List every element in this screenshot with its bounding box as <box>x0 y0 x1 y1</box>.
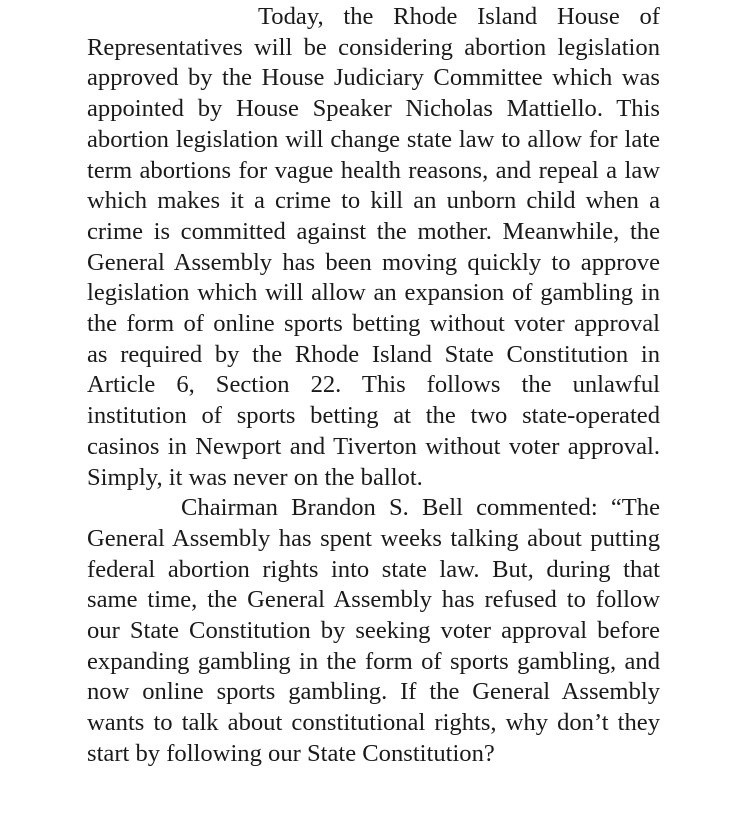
document-page <box>87 2 660 770</box>
paragraph-chairman-comment: Chairman Brandon S. Bell commented: “The General Assembly has spent weeks talking about putting federal abortion rights into state law. But, during that same time, the General Assembly has refused to follow our State Constitution by seeking voter approval before expanding gambling in the form of sports gambling, and now online sports gambling. If the General Assembly wants to talk about constitutional rights, why don’t they start by following our State Constitution? <box>87 494 660 767</box>
paragraph-house-legislation: Today, the Rhode Island House of Representatives will be considering abortion legislation approved by the House Judiciary Committee which was appointed by House Speaker Nicholas Mattiello. This abortion legislation will change state law to allow for late term abortions for vague health reasons, and repeal a law which makes it a crime to kill an unborn child when a crime is committed against the mother. Meanwhile, the General Assembly has been moving quickly to approve legislation which will allow an expansion of gambling in the form of online sports betting without voter approval as required by the Rhode Island State Constitution in Article 6, Section 22. This follows the unlawful institution of sports betting at the two state-operated casinos in Newport and Tiverton without voter approval. Simply, it was never on the ballot. <box>87 3 660 491</box>
